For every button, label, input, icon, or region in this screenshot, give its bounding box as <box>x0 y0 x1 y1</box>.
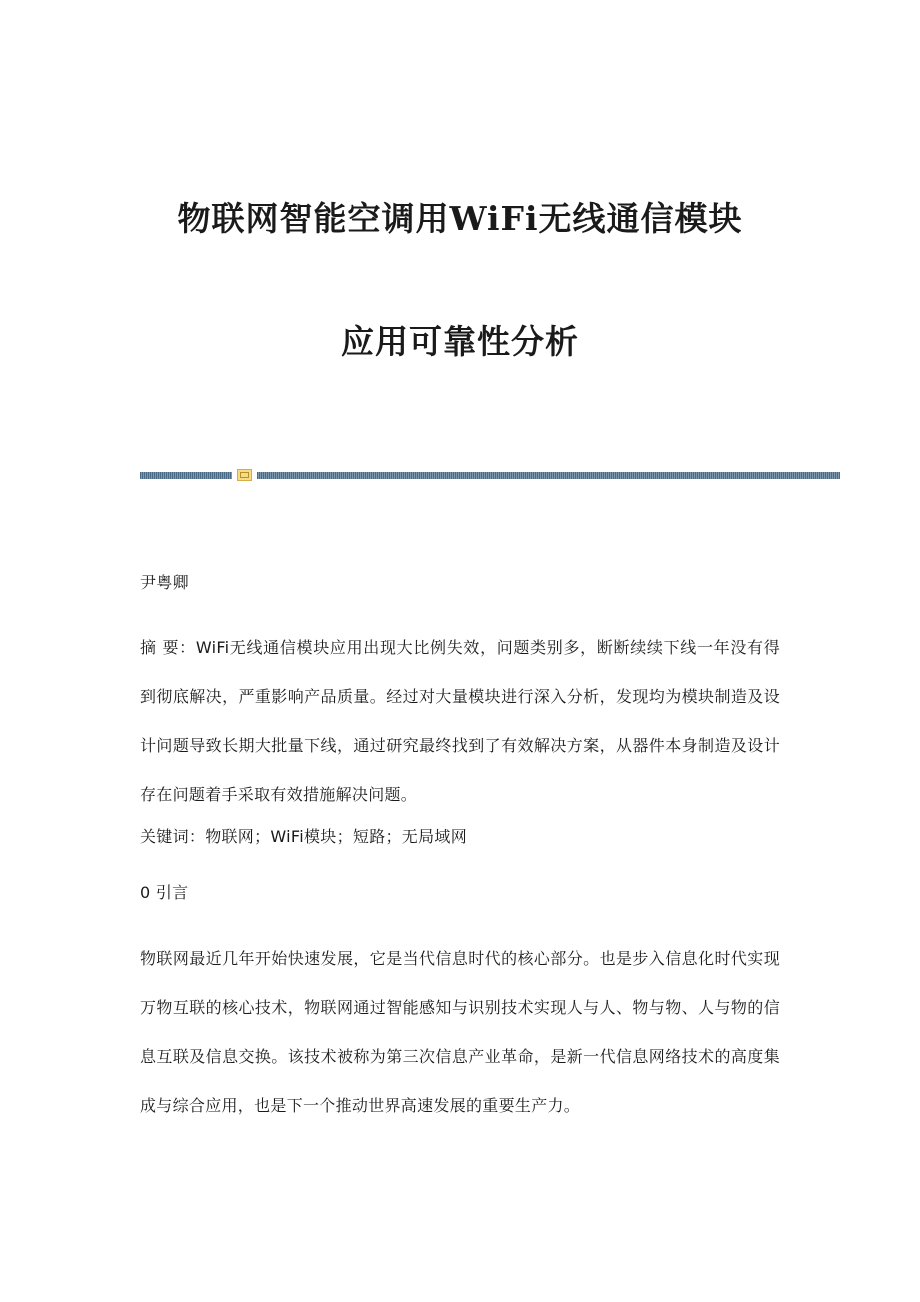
abstract-text: WiFi无线通信模块应用出现大比例失效，问题类别多，断断续续下线一年没有得到彻底解决，严重影响产品质量。经过对大量模块进行深入分析，发现均为模块制造及设计问题导致长期大批量下线，通过研究最终找到了有效解决方案，从器件本身制造及设计存在问题着手采取有效措施解决问题。 <box>140 638 780 804</box>
paper-title-line-2: 应用可靠性分析 <box>341 322 579 361</box>
keywords <box>140 824 780 847</box>
divider-bar-right <box>257 472 840 479</box>
section-heading: 0 引言 <box>140 883 189 902</box>
abstract <box>140 623 780 819</box>
keywords-label: 关键词： <box>140 827 206 846</box>
paper-title-line-1: 物联网智能空调用WiFi无线通信模块 <box>177 199 743 238</box>
body-paragraph: 物联网最近几年开始快速发展，它是当代信息时代的核心部分。也是步入信息化时代实现万物互联的核心技术，物联网通过智能感知与识别技术实现人与人、物与物、人与物的信息互联及信息交换。该技术被称为第三次信息产业革命，是新一代信息网络技术的高度集成与综合应用，也是下一个推动世界高速发展的重要生产力。 <box>140 949 780 1115</box>
divider-bar-left <box>140 472 232 479</box>
keywords-text: 物联网；WiFi模块；短路；无局域网 <box>205 827 468 846</box>
abstract-label: 摘 要： <box>140 638 196 657</box>
author-name: 尹粤卿 <box>140 573 189 592</box>
divider-ornament-icon <box>237 469 252 481</box>
title-divider <box>140 469 840 481</box>
